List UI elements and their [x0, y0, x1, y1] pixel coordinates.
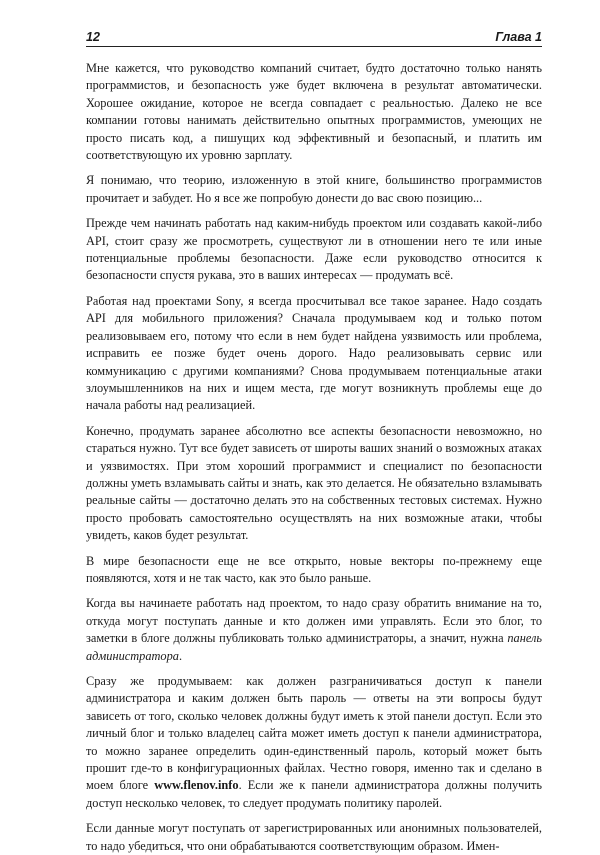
- paragraph-text: Когда вы начинаете работать над проектом, то надо сразу обратить внимание на то, откуда могут поступать данные и кто должен ими управлять. Если это блог, то заметки в блоге должны публиковать только администраторы, а значит, нужна: [86, 596, 542, 646]
- running-header: [86, 30, 542, 47]
- paragraph: В мире безопасности еще не все открыто, новые векторы по-прежнему еще появляются, хотя и не так часто, как это было раньше.: [86, 553, 542, 585]
- blog-url: www.flenov.info: [154, 778, 239, 793]
- paragraph: [86, 595, 542, 665]
- paragraph-text: Сразу же продумываем: как должен разграничиваться доступ к панели администратора и каким должен быть пароль — ответы на эти вопросы будут зависеть от того, сколько человек должны будут иметь к этой панели доступ. Если это личный блог и только владелец сайта может иметь доступ к панели администратора, то можно заранее определить один-единственный пароль, который может быть прошит где-то в конфигурационных файлах. Честно говоря, именно так и сделано в моем блоге: [86, 674, 542, 793]
- paragraph: Я понимаю, что теорию, изложенную в этой книге, большинство программистов прочитает и забудет. Но я все же попробую донести до вас свою позицию...: [86, 173, 542, 205]
- paragraph: Мне кажется, что руководство компаний считает, будто достаточно только нанять программистов, и безопасность уже будет включена в результат автоматически. Хорошее ожидание, которое не всегда совпадает с реальностью. Далеко не все компании готовы нанимать действительно опытных программистов, умеющих не просто писать код, а пишущих код эффективный и безопасный, и платить им соответствующую их уровню зарплату.: [86, 61, 542, 163]
- chapter-title: Глава 1: [495, 30, 542, 44]
- page-number: 12: [86, 30, 100, 44]
- paragraph: Прежде чем начинать работать над каким-нибудь проектом или создавать какой-либо API, стоит сразу же просмотреть, существуют ли в отношении него те или иные потенциальные проблемы безопасности. Даже если руководство относится к безопасности спустя рукава, это в ваших интересах — продумать всё.: [86, 216, 542, 283]
- page-body: [86, 60, 542, 855]
- admin-panel-term: панель администратора: [86, 631, 542, 663]
- paragraph: Работая над проектами Sony, я всегда просчитывал все такое заранее. Надо создать API для мобильного приложения? Сначала продумываем код и только потом реализовываем его, потому что если в нем будет найдена уязвимость или проблема, исправить ее позже будет очень дорого. Надо реализовывать сервис или коммуникацию с другими компаниями? Снова продумываем потенциальные атаки злоумышленников на них и ищем места, где могут возникнуть проблемы еще до начала работы над реализацией.: [86, 293, 542, 413]
- paragraph-text: .: [178, 648, 183, 663]
- paragraph: [86, 673, 542, 812]
- paragraph: Если данные могут поступать от зарегистрированных или анонимных пользователей, то надо убедиться, что они обрабатываются соответствующим образом. Имен-: [86, 821, 542, 853]
- paragraph: Конечно, продумать заранее абсолютно все аспекты безопасности невозможно, но стараться нужно. Тут все будет зависеть от широты ваших знаний о возможных атаках и уязвимостях. При этом хороший программист и специалист по безопасности должны уметь взламывать сайты и знать, как это делается. Не обязательно взламывать реальные сайты — достаточно делать это на собственных тестовых системах. Нужно просто пробовать самостоятельно осуществлять на них возможные атаки, чтобы увидеть, каков будет результат.: [86, 423, 542, 543]
- paragraph-text: . Если же к панели администратора должны получить доступ несколько человек, то следует продумать политику паролей.: [86, 778, 542, 810]
